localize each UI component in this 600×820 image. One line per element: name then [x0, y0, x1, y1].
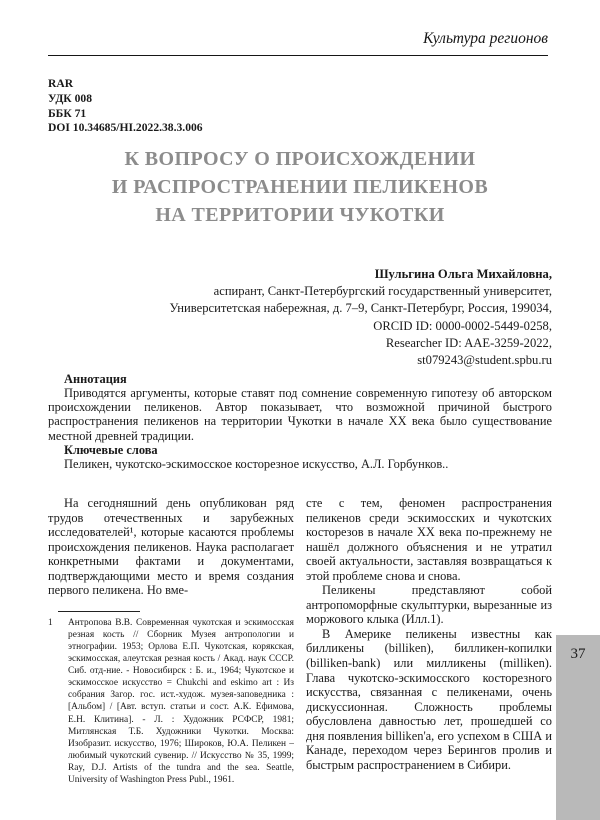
- body-column-right: [306, 496, 552, 786]
- footnote-marker: 1: [48, 617, 53, 628]
- doi-code: DOI 10.34685/HI.2022.38.3.006: [48, 121, 203, 135]
- article-title-line-3: НА ТЕРРИТОРИИ ЧУКОТКИ: [155, 204, 445, 226]
- body-paragraph-left: На сегодняшний день опубликован ряд трудов отечественных и зарубежных исследователей¹, которые касаются проблемы происхождения пеликенов. Наука располагает конкретными фактами и документами, подтверждающими место и время создания первого пеликена. Но вме-: [48, 496, 294, 598]
- article-meta-block: [48, 77, 203, 136]
- page-number: 37: [570, 646, 586, 662]
- author-email: st079243@student.spbu.ru: [417, 353, 552, 368]
- keywords-text: Пеликен, чукотско-эскимосское косторезное искусство, А.Л. Горбунков..: [64, 456, 449, 471]
- article-title: [0, 145, 600, 229]
- footnote-item: [48, 617, 294, 786]
- bbk-code: ББК 71: [48, 106, 87, 120]
- author-block: [48, 266, 552, 369]
- footnote-separator-rule: [58, 611, 140, 612]
- author-name: Шульгина Ольга Михайловна,: [374, 267, 552, 281]
- keywords-heading: Ключевые слова: [64, 442, 158, 457]
- author-orcid: ORCID ID: 0000-0002-5449-0258,: [373, 318, 552, 333]
- abstract-text: Приводятся аргументы, которые ставят под сомнение современную гипотезу об авторском происхождении пеликенов. Автор показывает, что возможной причиной быстрого распространения пеликенов на территории Чукотки в начале XX века было существование местной древней традиции.: [48, 386, 552, 443]
- article-type-label: RAR: [48, 77, 74, 90]
- article-title-line-2: И РАСПРОСТРАНЕНИИ ПЕЛИКЕНОВ: [111, 176, 489, 198]
- body-paragraph-right-3: В Америке пеликены известны как билликены (billiken), билликен-копилки (billiken-bank) или милликены (milliken). Глава чукотско-эскимосского косторезного искусства, связанная с пеликенами, очень дискуссионная. Сложность проблемы обусловлена давностью лет, прошедшей со дня появления billiken'a, его успехом в США и Канаде, переходом через Берингов пролив и быстрым распространением в Сибири.: [306, 626, 552, 772]
- author-researcher-id: Researcher ID: AAE-3259-2022,: [385, 335, 552, 350]
- header-rule: [48, 55, 548, 56]
- abstract-heading: Аннотация: [64, 372, 127, 386]
- body-paragraph-right-1: сте с тем, феномен распространения пеликенов среди эскимосских и чукотских косторезов в начале XX века по-прежнему не нашёл должного объяснения и не утратил своей актуальности, заставляя возвращаться к этой проблеме снова и снова.: [306, 496, 552, 583]
- author-address: Университетская набережная, д. 7–9, Санкт-Петербург, Россия, 199034,: [169, 301, 552, 316]
- body-columns: [48, 496, 552, 786]
- footnote-block: [48, 611, 294, 786]
- journal-section-header: Культура регионов: [423, 30, 548, 47]
- article-title-line-1: К ВОПРОСУ О ПРОИСХОЖДЕНИИ: [124, 148, 476, 170]
- author-affiliation: аспирант, Санкт-Петербургский государственный университет,: [213, 284, 552, 299]
- udk-code: УДК 008: [48, 91, 93, 105]
- footnote-text: Антропова В.В. Современная чукотская и эскимосская резная кость // Сборник Музея антропологии и этнографии. 1953; Орлова Е.П. Чукотская, корякская, эскимосская, алеутская резная кость / Акад. наук СССР. Сиб. отд-ние. - Новосибирск : Б. и., 1964; Чукотское и эскимосское искусство = Chukchi and eskimo art : Из собрания Загор. гос. ист.-худож. музея-заповедника : [Альбом] / [Авт. вступ. статьи и сост. А.К. Ефимова, Е.Н. Клитина]. - Л. : Художник РСФСР, 1981; Митлянская Т.Б. Художники Чукотки. Москва: Изобразит. искусство, 1976; Широков, Ю.А. Пеликен – любимый чукотский сувенир. // Искусство № 35, 1999; Ray, D.J. Artists of the tundra and the sea. Seattle, University of Washington Press Publ., 1961.: [68, 617, 294, 786]
- abstract-section: [48, 372, 552, 471]
- body-column-left: [48, 496, 294, 786]
- page-number-sidebar: [556, 635, 600, 820]
- body-paragraph-right-2: Пеликены представляют собой антропоморфные скульптурки, вырезанные из моржового клыка (Илл.1).: [306, 583, 552, 627]
